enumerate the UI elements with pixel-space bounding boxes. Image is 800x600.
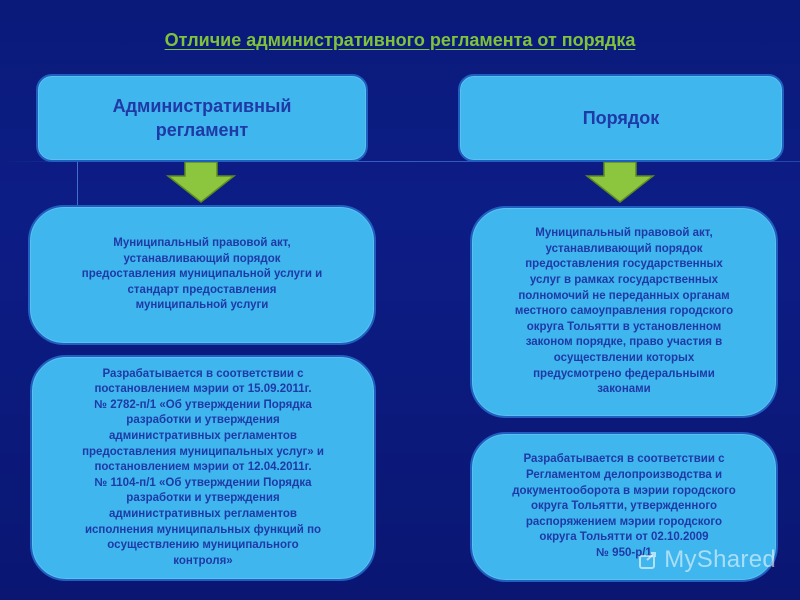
watermark bbox=[638, 546, 776, 574]
left-definition-text: Муниципальный правовой акт, устанавливающий порядок предоставления муниципальной услуги и стандарт предоставления муниципальной услуги bbox=[81, 237, 323, 312]
left-header-label: Административный регламент bbox=[112, 96, 292, 140]
left-definition-box bbox=[28, 205, 376, 345]
right-header-label: Порядок bbox=[582, 108, 660, 128]
right-definition-box bbox=[470, 206, 778, 418]
right-definition-text: Муниципальный правовой акт, устанавливающий порядок предоставления государственных услуг в рамках государственных полномочий не переданных органам местного самоуправления городского округа Тольятти в установленном законом порядке, право участия в осуществлении которых предусмотрено федеральными законами bbox=[514, 227, 734, 396]
myshared-logo-icon bbox=[638, 550, 660, 572]
watermark-text: MyShared bbox=[664, 546, 776, 573]
page-title: Отличие административного регламента от порядка bbox=[164, 30, 636, 50]
left-header-box bbox=[36, 74, 368, 162]
left-developed-box bbox=[30, 355, 376, 581]
left-developed-text: Разрабатывается в соответствии с постановлением мэрии от 15.09.2011г. № 2782-п/1 «Об утверждении Порядка разработки и утверждения административных регламентов предоставления муниципальных услуг» и постановлением мэрии от 12.04.2011г. № 1104-п/1 «Об утверждении Порядка разработки и утверждения административных регламентов исполнения муниципальных функций по осуществлению муниципального контроля» bbox=[82, 367, 324, 567]
right-header-box bbox=[458, 74, 784, 162]
right-developed-text: Разрабатывается в соответствии с Регламентом делопроизводства и документооборота в мэрии городского округа Тольятти, утвержденного распоряжением мэрии городского округа Тольятти от 02.10.2009 № 950-р/1 bbox=[512, 453, 736, 559]
